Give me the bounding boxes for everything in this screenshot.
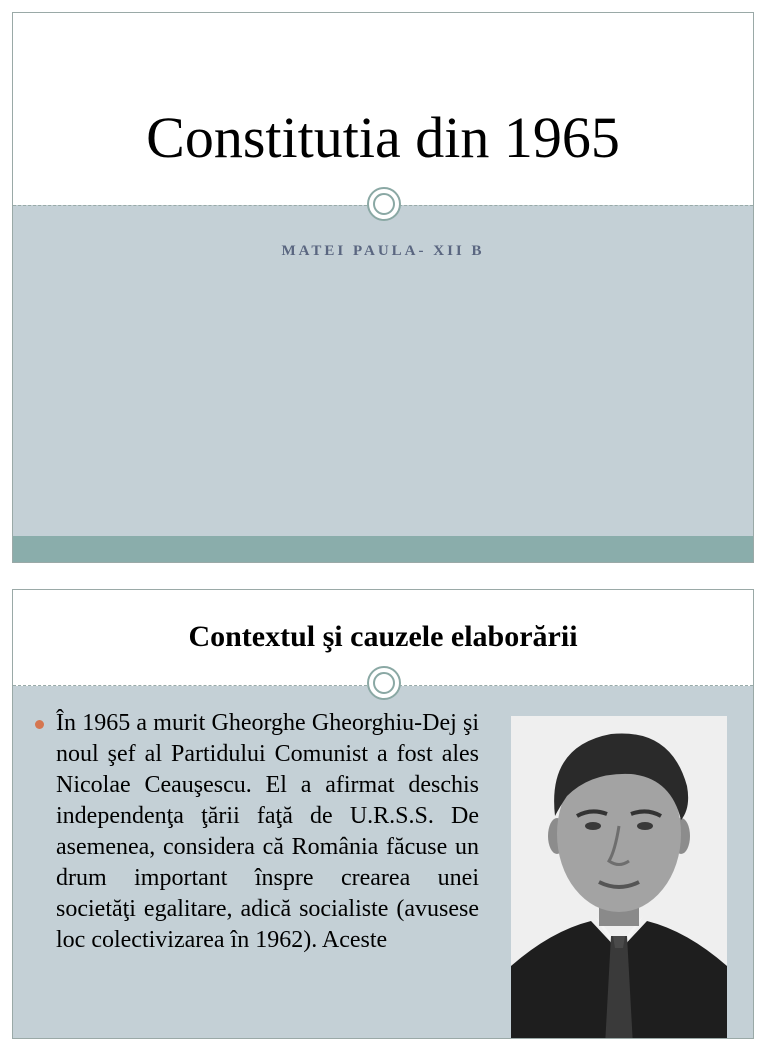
slide-subtitle: MATEI PAULA- XII B	[281, 243, 485, 259]
bullet-icon	[35, 720, 44, 729]
divider-circle-icon	[367, 666, 401, 700]
bottom-band	[13, 536, 753, 562]
slide-heading: Contextul şi cauzele elaborării	[188, 620, 578, 653]
bullet-text: În 1965 a murit Gheorghe Gheorghiu-Dej şi noul şef al Partidului Comunist a fost ales Nicolae Ceauşescu. El a afirmat deschis independenţa ţării faţă de U.R.S.S. De asemenea, considera că România făcuse un drum important înspre crearea unei societăţi egalitare, adică socialiste (avusese loc colectivizarea în 1962). Aceste	[56, 710, 479, 953]
content-slide	[12, 589, 754, 1039]
title-slide	[12, 12, 754, 563]
portrait-photo	[511, 716, 727, 1039]
slide-title: Constitutia din 1965	[146, 105, 620, 170]
divider-circle-icon	[367, 187, 401, 221]
